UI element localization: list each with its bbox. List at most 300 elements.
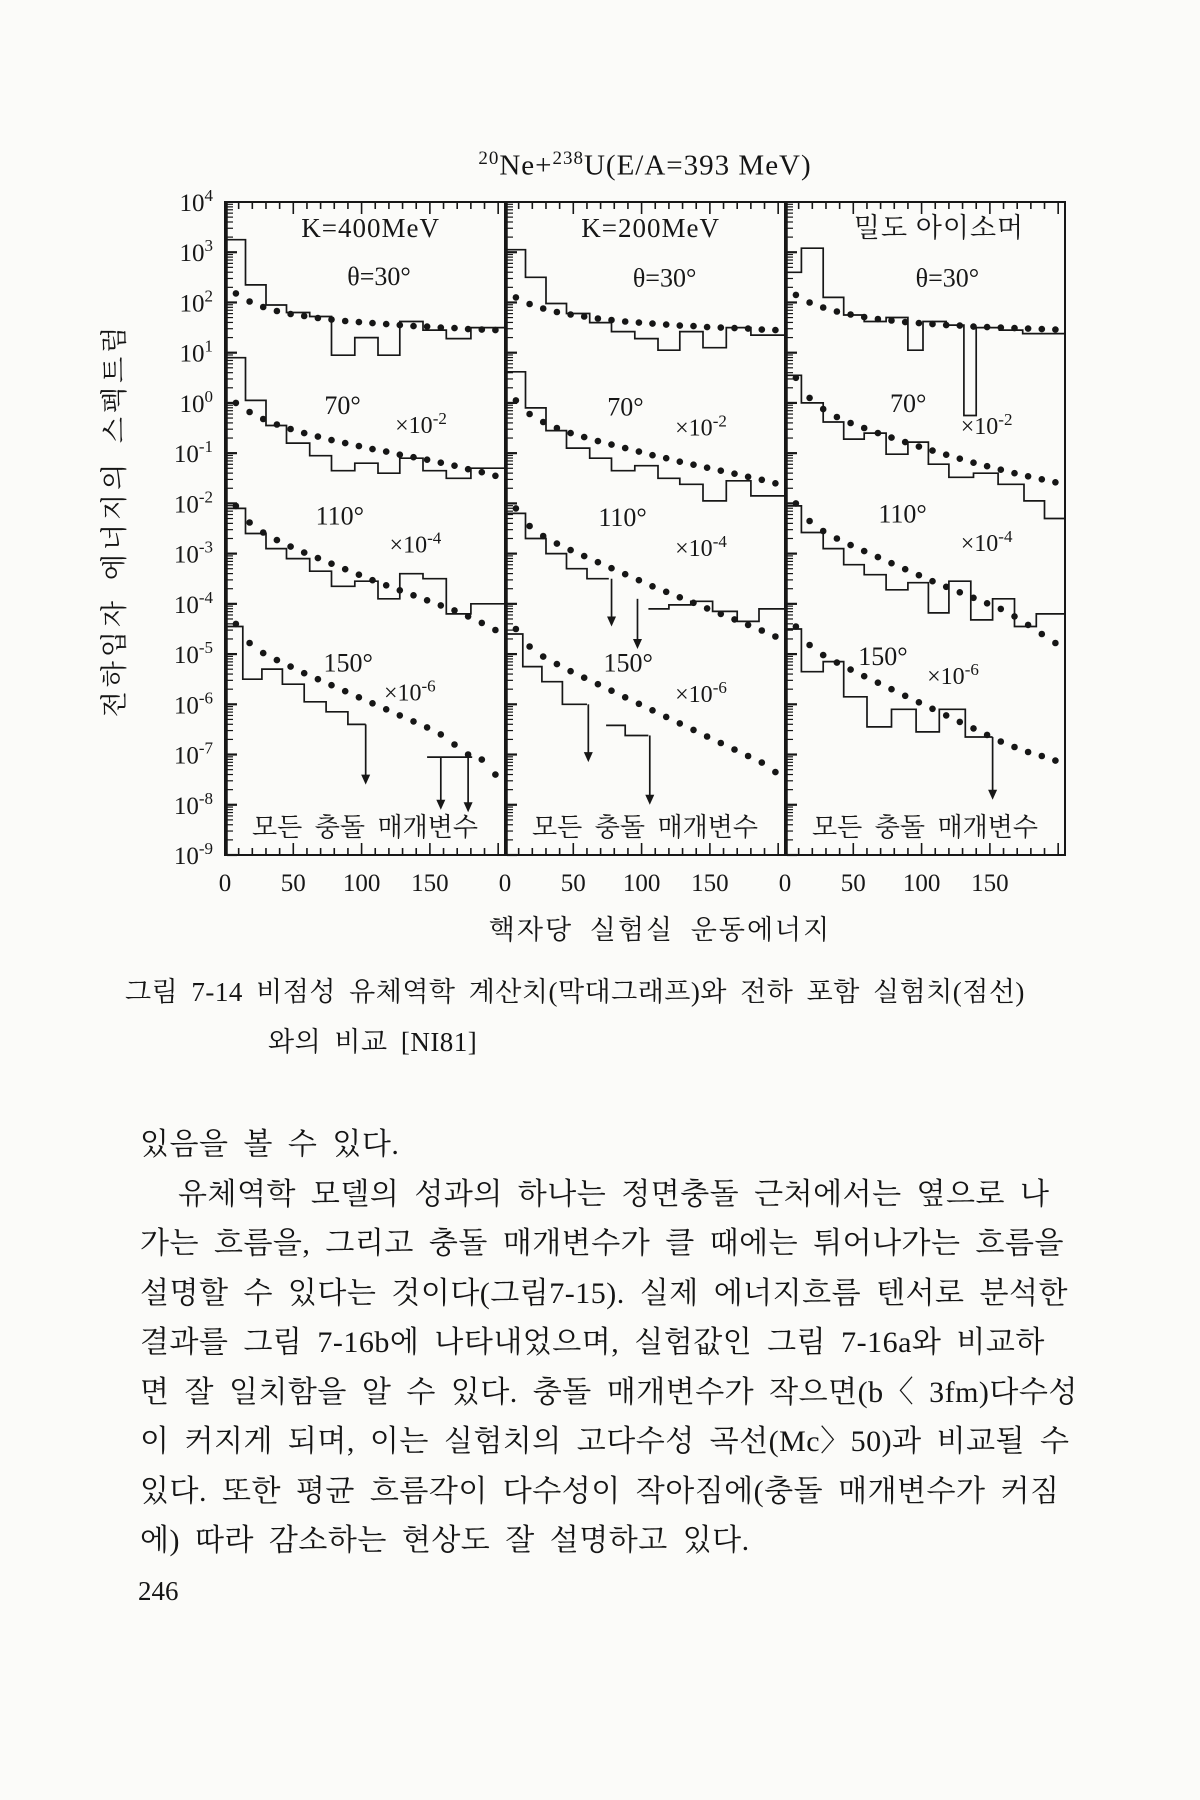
panel-frame: [785, 202, 1065, 855]
data-dot: [397, 322, 404, 329]
zero-arrow-head: [988, 790, 997, 800]
data-dot: [526, 301, 533, 308]
angle-label: 110°: [598, 502, 647, 532]
y-tick-labels: [174, 186, 214, 870]
data-dot: [745, 325, 752, 332]
data-dot: [301, 430, 308, 437]
data-dot: [759, 627, 766, 634]
angle-group-150°: [505, 626, 779, 805]
data-dot: [984, 732, 991, 739]
data-dot: [465, 751, 472, 758]
data-dot: [929, 321, 936, 328]
data-dot: [663, 589, 670, 596]
panel-1: [219, 202, 505, 897]
histogram-series: [505, 372, 785, 501]
data-dot: [567, 668, 574, 675]
data-dot: [902, 439, 909, 446]
angle-group-150°: [225, 621, 499, 813]
histogram-series: [225, 508, 505, 614]
isotope-mass-1: 20: [478, 148, 500, 169]
panel-header: K=200MeV: [581, 213, 720, 244]
data-dot: [1011, 470, 1018, 477]
data-dot: [847, 420, 854, 427]
angle-group-70°: [505, 372, 785, 501]
data-dot: [567, 430, 574, 437]
zero-arrow-head: [361, 775, 370, 785]
data-dot: [984, 324, 991, 331]
data-dot: [554, 309, 561, 316]
data-dot: [690, 727, 697, 734]
data-dot: [287, 426, 294, 433]
y-tick-label: $10^1$: [179, 336, 213, 368]
data-dot: [397, 451, 404, 458]
data-dot: [342, 318, 349, 325]
angle-group-70°: [225, 358, 505, 479]
panel-bottom-label: 모든 충돌 매개변수: [532, 813, 758, 842]
data-dot: [526, 411, 533, 418]
data-dot: [622, 571, 629, 578]
angle-label: 150°: [858, 642, 908, 672]
data-dot: [356, 694, 363, 701]
data-dot: [957, 322, 964, 329]
angle-label: 70°: [324, 390, 361, 420]
data-dot: [704, 605, 711, 612]
data-dot: [745, 474, 752, 481]
data-dot: [424, 724, 431, 731]
data-dot: [287, 663, 294, 670]
y-tick-label: $10^{-4}$: [173, 587, 213, 619]
data-dot: [246, 409, 253, 416]
data-dot: [383, 582, 390, 589]
data-dot: [513, 294, 520, 301]
data-dot: [902, 319, 909, 326]
experimental-dot-series: [793, 623, 1059, 764]
data-dot: [943, 712, 950, 719]
data-dot: [970, 323, 977, 330]
data-dot: [438, 324, 445, 331]
body-line: 있다. 또한 평균 흐름각이 다수성이 작아짐에(충돌 매개변수가 커짐: [140, 1475, 1060, 1508]
data-dot: [233, 503, 240, 510]
data-dot: [984, 600, 991, 607]
data-dot: [608, 441, 615, 448]
data-dot: [274, 308, 281, 315]
angle-group-70°: [785, 375, 1065, 519]
data-dot: [663, 321, 670, 328]
data-dot: [513, 397, 520, 404]
data-dot: [540, 305, 547, 312]
x-tick-label: 100: [622, 870, 661, 897]
histogram-series: [225, 358, 505, 479]
x-tick-label: 0: [498, 870, 512, 897]
x-tick-label: 0: [218, 870, 232, 897]
zero-arrow-head: [633, 639, 642, 649]
data-dot: [929, 447, 936, 454]
data-dot: [492, 771, 499, 778]
data-dot: [916, 320, 923, 327]
data-dot: [772, 327, 779, 334]
data-dot: [410, 718, 417, 725]
data-dot: [622, 318, 629, 325]
data-dot: [301, 313, 308, 320]
data-dot: [888, 317, 895, 324]
body-line: 면 잘 일치함을 알 수 있다. 충돌 매개변수가 작으면(b〈 3fm)다수성: [140, 1376, 1078, 1409]
data-dot: [957, 589, 964, 596]
data-dot: [492, 473, 499, 480]
y-tick-label: $10^0$: [179, 386, 213, 418]
scale-factor-label: $\times 10^{-4}$: [960, 527, 1013, 558]
isotope-mass-2: 238: [552, 148, 584, 169]
data-dot: [861, 425, 868, 432]
data-dot: [356, 319, 363, 326]
angle-label: 150°: [603, 648, 653, 678]
data-dot: [704, 464, 711, 471]
data-dot: [479, 756, 486, 763]
panel-bottom-label: 모든 충돌 매개변수: [812, 813, 1038, 842]
data-dot: [677, 458, 684, 465]
data-dot: [1039, 326, 1046, 333]
data-dot: [806, 518, 813, 525]
zero-arrow-head: [607, 616, 616, 626]
data-dot: [595, 681, 602, 688]
y-tick-label: $10^{-5}$: [173, 638, 213, 670]
data-dot: [383, 321, 390, 328]
data-dot: [465, 326, 472, 333]
data-dot: [793, 292, 800, 299]
data-dot: [690, 323, 697, 330]
data-dot: [772, 769, 779, 776]
angle-label: 150°: [323, 648, 373, 678]
data-dot: [677, 720, 684, 727]
data-dot: [731, 470, 738, 477]
data-dot: [793, 623, 800, 630]
data-dot: [916, 699, 923, 706]
angle-group-θ=30°: [225, 240, 505, 356]
data-dot: [970, 595, 977, 602]
data-dot: [328, 682, 335, 689]
y-tick-label: $10^3$: [179, 236, 213, 268]
data-dot: [369, 320, 376, 327]
data-dot: [397, 587, 404, 594]
data-dot: [567, 547, 574, 554]
data-dot: [957, 455, 964, 462]
data-dot: [581, 434, 588, 441]
data-dot: [902, 566, 909, 573]
angle-group-110°: [225, 501, 505, 633]
scale-factor-label: $\times 10^{-2}$: [675, 411, 727, 442]
data-dot: [315, 555, 322, 562]
y-axis-label: 전하입자 에너지의 스펙트럼: [99, 322, 130, 718]
data-dot: [424, 323, 431, 330]
data-dot: [745, 753, 752, 760]
x-tick-label: 150: [411, 870, 449, 897]
y-tick-label: $10^{-9}$: [173, 839, 213, 870]
data-dot: [1025, 473, 1032, 480]
data-dot: [328, 316, 335, 323]
data-dot: [745, 622, 752, 629]
scale-factor-label: $\times 10^{-6}$: [383, 676, 436, 707]
y-tick-label: $10^4$: [179, 186, 213, 217]
data-dot: [342, 440, 349, 447]
angle-label: θ=30°: [915, 263, 980, 293]
figure-caption-line-2: 와의 비교 [NI81]: [268, 1027, 478, 1057]
experimental-dot-series: [513, 397, 779, 487]
data-dot: [328, 560, 335, 567]
data-dot: [888, 434, 895, 441]
data-dot: [820, 528, 827, 535]
data-dot: [567, 311, 574, 318]
data-dot: [1052, 326, 1059, 333]
angle-label: 110°: [878, 499, 927, 529]
data-dot: [260, 529, 267, 536]
y-tick-label: $10^{-1}$: [173, 437, 213, 469]
data-dot: [677, 322, 684, 329]
data-dot: [513, 505, 520, 512]
data-dot: [526, 643, 533, 650]
data-dot: [233, 400, 240, 407]
zero-arrow-head: [645, 795, 654, 805]
data-dot: [410, 592, 417, 599]
body-line: 이 커지게 되며, 이는 실험치의 고다수성 곡선(Mc〉50)과 비교될 수: [140, 1425, 1070, 1458]
data-dot: [888, 686, 895, 693]
data-dot: [861, 314, 868, 321]
panel-2: [499, 202, 785, 897]
experimental-dot-series: [233, 290, 499, 333]
data-dot: [233, 290, 240, 297]
data-dot: [595, 438, 602, 445]
data-dot: [465, 466, 472, 473]
zero-arrow-head: [584, 752, 593, 762]
data-dot: [301, 549, 308, 556]
zero-arrow-head: [436, 800, 445, 810]
data-dot: [943, 322, 950, 329]
data-dot: [274, 537, 281, 544]
data-dot: [834, 308, 841, 315]
data-dot: [1025, 749, 1032, 756]
data-dot: [636, 319, 643, 326]
data-dot: [793, 500, 800, 507]
page-number: 246: [138, 1576, 179, 1606]
x-tick-label: 0: [778, 870, 792, 897]
data-dot: [438, 731, 445, 738]
data-dot: [328, 437, 335, 444]
data-dot: [315, 315, 322, 322]
data-dot: [834, 535, 841, 542]
data-dot: [1011, 744, 1018, 751]
data-dot: [451, 462, 458, 469]
data-dot: [451, 325, 458, 332]
data-dot: [649, 452, 656, 459]
data-dot: [663, 714, 670, 721]
data-dot: [554, 425, 561, 432]
data-dot: [1025, 325, 1032, 332]
data-dot: [608, 565, 615, 572]
angle-label: θ=30°: [347, 261, 411, 291]
data-dot: [260, 304, 267, 311]
data-dot: [540, 419, 547, 426]
x-tick-label: 150: [691, 870, 729, 897]
data-dot: [465, 613, 472, 620]
data-dot: [847, 311, 854, 318]
y-tick-label: $10^{-8}$: [173, 788, 213, 820]
data-dot: [772, 480, 779, 487]
data-dot: [410, 454, 417, 461]
data-dot: [581, 313, 588, 320]
data-dot: [540, 533, 547, 540]
data-dot: [677, 594, 684, 601]
data-dot: [540, 653, 547, 660]
data-dot: [315, 676, 322, 683]
data-dot: [608, 317, 615, 324]
data-dot: [636, 577, 643, 584]
data-dot: [369, 577, 376, 584]
data-dot: [875, 430, 882, 437]
data-dot: [554, 540, 561, 547]
data-dot: [929, 578, 936, 585]
angle-group-150°: [785, 623, 1059, 800]
data-dot: [274, 421, 281, 428]
data-dot: [943, 451, 950, 458]
data-dot: [998, 466, 1005, 473]
angle-label: 70°: [889, 388, 927, 418]
y-tick-label: $10^2$: [179, 286, 213, 318]
data-dot: [718, 467, 725, 474]
data-dot: [636, 701, 643, 708]
data-dot: [718, 740, 725, 747]
data-dot: [383, 706, 390, 713]
data-dot: [718, 611, 725, 618]
data-dot: [356, 571, 363, 578]
data-dot: [424, 456, 431, 463]
scale-factor-label: $\times 10^{-2}$: [395, 409, 447, 440]
x-tick-label: 50: [280, 870, 306, 897]
data-dot: [943, 584, 950, 591]
data-dot: [287, 311, 294, 318]
data-dot: [260, 650, 267, 657]
data-dot: [806, 642, 813, 649]
x-tick-label: 50: [840, 870, 866, 897]
data-dot: [834, 659, 841, 666]
data-dot: [929, 706, 936, 713]
data-dot: [1011, 613, 1018, 620]
body-line: 있음을 볼 수 있다.: [140, 1128, 400, 1161]
data-dot: [731, 325, 738, 332]
data-dot: [246, 640, 253, 647]
data-dot: [274, 657, 281, 664]
data-dot: [438, 459, 445, 466]
data-dot: [287, 543, 294, 550]
data-dot: [383, 448, 390, 455]
data-dot: [622, 694, 629, 701]
data-dot: [820, 406, 827, 413]
data-dot: [806, 299, 813, 306]
zero-arrow-head: [464, 802, 473, 812]
data-dot: [342, 688, 349, 695]
data-dot: [847, 666, 854, 673]
data-dot: [820, 304, 827, 311]
data-dot: [1039, 631, 1046, 638]
x-axis-label: 핵자당 실험실 운동에너지: [488, 915, 832, 945]
data-dot: [820, 652, 827, 659]
data-dot: [861, 673, 868, 680]
figure-caption-line-1: 그림 7-14 비점성 유체역학 계산치(막대그래프)와 전하 포함 실험치(점선): [125, 977, 1025, 1007]
body-line: 가는 흐름을, 그리고 충돌 매개변수가 클 때에는 튀어나가는 흐름을: [140, 1227, 1064, 1260]
body-line: 결과를 그림 7-16b에 나타내었으며, 실험값인 그림 7-16a와 비교하: [140, 1326, 1045, 1359]
data-dot: [772, 633, 779, 640]
data-dot: [581, 553, 588, 560]
data-dot: [731, 616, 738, 623]
data-dot: [356, 443, 363, 450]
data-dot: [246, 519, 253, 526]
data-dot: [260, 416, 267, 423]
data-dot: [369, 446, 376, 453]
data-dot: [793, 375, 800, 382]
data-dot: [902, 693, 909, 700]
data-dot: [1052, 640, 1059, 647]
data-dot: [690, 600, 697, 607]
scale-factor-label: $\times 10^{-4}$: [389, 528, 442, 559]
panel-bottom-label: 모든 충돌 매개변수: [252, 813, 478, 842]
data-dot: [663, 455, 670, 462]
data-dot: [1025, 622, 1032, 629]
experimental-dot-series: [233, 400, 499, 480]
angle-label: θ=30°: [632, 263, 697, 293]
x-tick-label: 150: [971, 870, 1009, 897]
data-dot: [957, 719, 964, 726]
y-tick-label: $10^{-3}$: [173, 537, 213, 569]
data-dot: [595, 559, 602, 566]
panel-header: 밀도 아이소머: [853, 213, 1025, 244]
data-dot: [690, 461, 697, 468]
data-dot: [916, 572, 923, 579]
y-tick-label: $10^{-7}$: [173, 738, 213, 770]
y-tick-label: $10^{-2}$: [173, 487, 213, 519]
data-dot: [554, 661, 561, 668]
figure-title: $^{20}$Ne+$^{238}$U(E/A=393 MeV): [478, 148, 812, 182]
data-dot: [834, 414, 841, 421]
panel-header: K=400MeV: [301, 213, 440, 244]
y-tick-label: $10^{-6}$: [173, 688, 213, 720]
data-dot: [424, 597, 431, 604]
data-dot: [649, 707, 656, 714]
body-line: 유체역학 모델의 성과의 하나는 정면충돌 근처에서는 옆으로 나: [178, 1178, 1050, 1211]
scale-factor-label: $\times 10^{-2}$: [960, 410, 1013, 441]
data-dot: [315, 433, 322, 440]
data-dot: [369, 700, 376, 707]
scale-factor-label: $\times 10^{-6}$: [927, 660, 979, 691]
data-dot: [233, 621, 240, 628]
data-dot: [704, 733, 711, 740]
data-dot: [438, 602, 445, 609]
data-dot: [608, 687, 615, 694]
data-dot: [410, 323, 417, 330]
x-tick-label: 100: [902, 870, 941, 897]
data-dot: [998, 606, 1005, 613]
data-dot: [451, 607, 458, 614]
data-dot: [704, 324, 711, 331]
scale-factor-label: $\times 10^{-6}$: [675, 677, 727, 708]
histogram-series: [225, 240, 505, 356]
data-dot: [875, 554, 882, 561]
data-dot: [595, 315, 602, 322]
data-dot: [526, 523, 533, 530]
data-dot: [998, 324, 1005, 331]
data-dot: [246, 298, 253, 305]
data-dot: [759, 477, 766, 484]
data-dot: [806, 395, 813, 402]
data-dot: [479, 469, 486, 476]
data-dot: [397, 712, 404, 719]
data-dot: [759, 759, 766, 766]
